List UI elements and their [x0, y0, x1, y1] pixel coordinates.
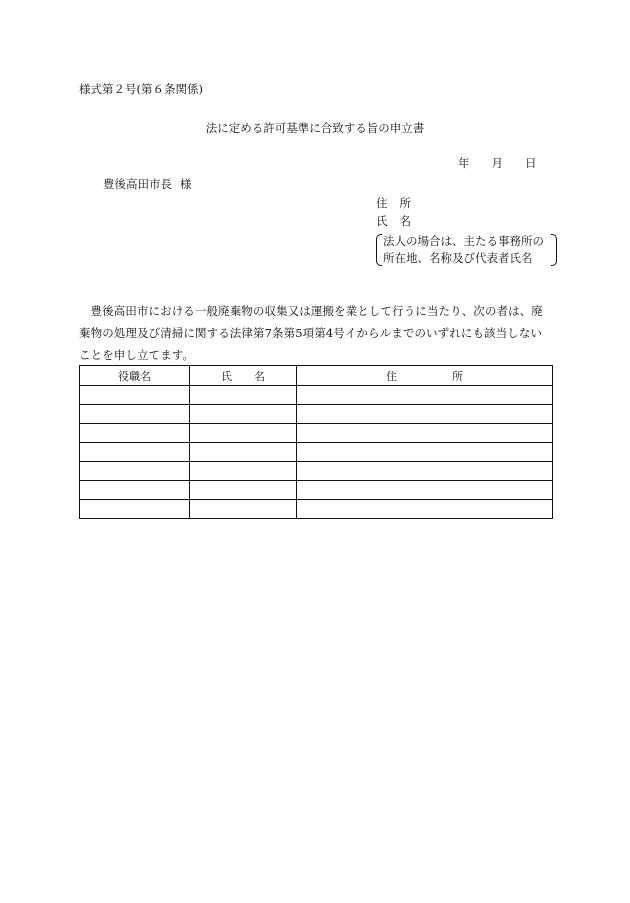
date-day: 日	[525, 156, 537, 170]
cell-position[interactable]	[80, 443, 190, 462]
cell-name[interactable]	[190, 443, 297, 462]
cell-position[interactable]	[80, 481, 190, 500]
addressee-honorific: 様	[180, 177, 192, 191]
address-label-part2: 所	[399, 196, 411, 210]
date-line	[458, 155, 537, 171]
document-title: 法に定める許可基準に合致する旨の申立書	[205, 121, 425, 135]
corporate-note-line-2: 所在地、名称及び代表者氏名	[383, 251, 533, 265]
header-position: 役職名	[80, 366, 190, 386]
table-row	[80, 405, 553, 424]
applicant-block	[376, 194, 557, 267]
table-row	[80, 443, 553, 462]
table-row	[80, 386, 553, 405]
cell-address[interactable]	[297, 405, 553, 424]
name-label-part2: 名	[399, 214, 411, 228]
cell-name[interactable]	[190, 481, 297, 500]
date-year: 年	[458, 156, 470, 170]
table-row	[80, 500, 553, 519]
cell-name[interactable]	[190, 424, 297, 443]
cell-position[interactable]	[80, 500, 190, 519]
table-row	[80, 481, 553, 500]
cell-address[interactable]	[297, 500, 553, 519]
cell-address[interactable]	[297, 386, 553, 405]
addressee-name: 豊後高田市長	[103, 177, 172, 191]
cell-address[interactable]	[297, 424, 553, 443]
cell-position[interactable]	[80, 405, 190, 424]
applicant-address-row	[376, 194, 557, 212]
cell-position[interactable]	[80, 462, 190, 481]
table-header-row	[80, 366, 553, 386]
address-label-part1: 住	[376, 196, 388, 210]
cell-address[interactable]	[297, 462, 553, 481]
declaration-text: 豊後高田市における一般廃棄物の収集又は運搬を業として行うに当たり、次の者は、廃棄物の処理及び清掃に関する法律第7条第5項第4号イからルまでのいずれにも該当しないことを申し立てます。	[79, 304, 543, 362]
applicant-name-row	[376, 212, 557, 230]
cell-address[interactable]	[297, 443, 553, 462]
corporate-note	[376, 233, 557, 267]
cell-name[interactable]	[190, 462, 297, 481]
cell-name[interactable]	[190, 386, 297, 405]
name-label-part1: 氏	[376, 214, 388, 228]
officer-table	[79, 365, 553, 519]
table-row	[80, 424, 553, 443]
cell-position[interactable]	[80, 424, 190, 443]
header-name: 氏 名	[190, 366, 297, 386]
addressee	[103, 176, 192, 192]
date-month: 月	[491, 156, 503, 170]
cell-name[interactable]	[190, 405, 297, 424]
cell-address[interactable]	[297, 481, 553, 500]
cell-position[interactable]	[80, 386, 190, 405]
corporate-note-line-1: 法人の場合は、主たる事務所の	[383, 234, 544, 248]
table-row	[80, 462, 553, 481]
form-number: 様式第２号(第６条関係)	[79, 82, 203, 96]
header-address: 住 所	[297, 366, 553, 386]
cell-name[interactable]	[190, 500, 297, 519]
